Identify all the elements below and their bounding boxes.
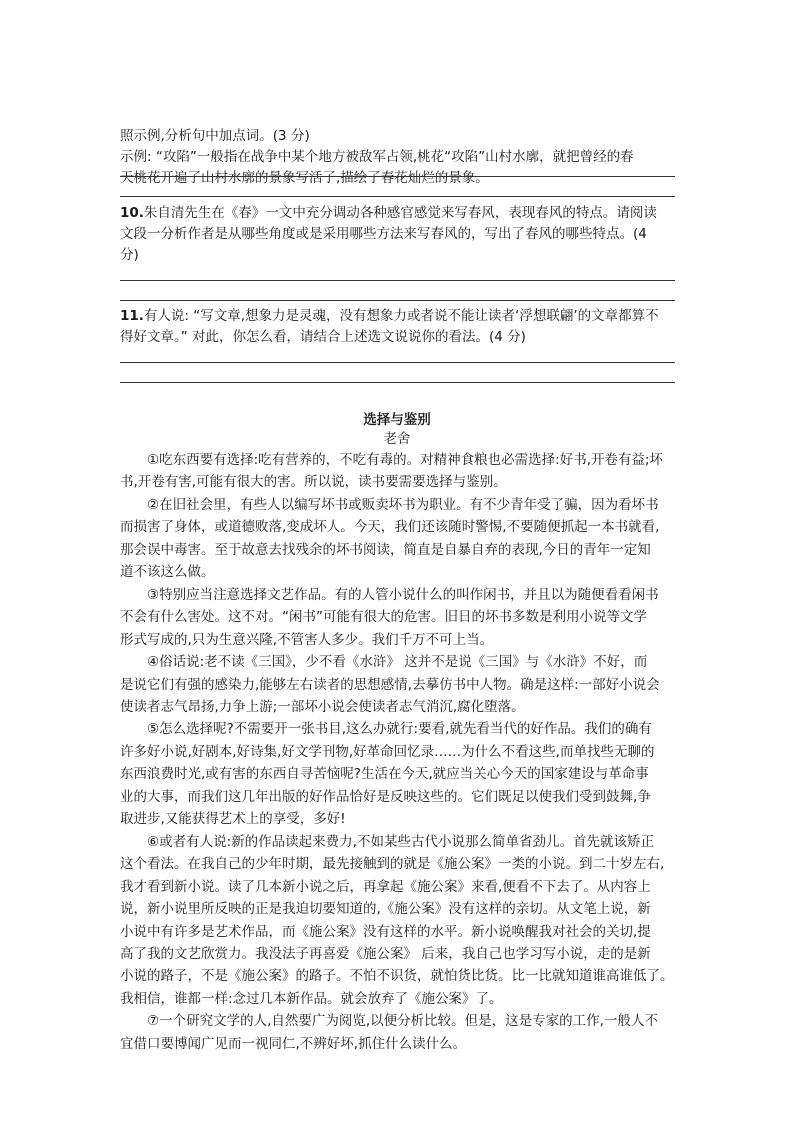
essay-line: 是说它们有强的感染力,能够左右读者的思想感情,去摹仿书中人物。确是这样:一部好小说会 — [120, 676, 660, 693]
essay-body — [120, 449, 675, 1055]
essay-line: 小说的路子，不是《施公案》的路子。不怕不识货，就怕货比货。比一比就知道谁高谁低了。 — [120, 968, 674, 985]
essay-author: 老舍 — [383, 431, 411, 447]
essay-line: ⑥或者有人说:新的作品读起来费力,不如某些古代小说那么简单省劲儿。首先就该矫正 — [147, 833, 654, 850]
question-9-line-2: 示例: “攻陷”一般指在战争中某个地方被敌军占领,桃花“攻陷”山村水廓，就把曾经的春 — [120, 149, 634, 165]
essay-line: ②在旧社会里，有些人以编写坏书或贩卖坏书为职业。有不少青年受了骗，因为看坏书 — [147, 496, 659, 513]
question-9-line-1: 照示例,分析句中加点词。(3 分) — [120, 128, 310, 144]
question-11-line-1: 11.有人说: “写文章,想象力是灵魂，没有想象力或者说不能让读者‘浮想联翩’的文章都算不 — [120, 308, 659, 324]
essay-line: 而损害了身体，或道德败落,变成坏人。今天，我们还该随时警惕,不要随便抓起一本书就看, — [120, 519, 660, 536]
answer-line — [120, 196, 675, 197]
essay-line: 道不该这么做。 — [120, 564, 215, 581]
essay-line: 东西浪费时光,或有害的东西自寻苦恼呢?生活在今天,就应当关心今天的国家建设与革命事 — [120, 766, 649, 783]
essay-line: 小说中有许多是艺术作品，而《施公案》没有这样的水平。新小说唤醒我对社会的关切,提 — [120, 923, 651, 940]
essay-line: 业的大事，而我们这几年出版的好作品恰好是反映这些的。它们既足以使我们受到鼓舞,争 — [120, 788, 651, 805]
essay-line: 取进步,又能获得艺术上的享受，多好! — [120, 811, 346, 828]
question-10-line-2: 文段一分析作者是从哪些角度或是采用哪些方法来写春风的，写出了春风的哪些特点。(4 — [120, 226, 647, 242]
essay-line: ③特别应当注意选择文艺作品。有的人管小说什么的叫作闲书，并且以为随便看看闲书 — [147, 586, 659, 603]
question-11 — [120, 306, 675, 348]
answer-line — [120, 280, 675, 281]
answer-line — [120, 382, 675, 383]
essay-line: ①吃东西要有选择:吃有营养的，不吃有毒的。对精神食粮也必需选择:好书,开卷有益;坏 — [147, 452, 664, 468]
essay-line: ⑦一个研究文学的人,自然要广为阅览,以便分析比较。但是，这是专家的工作,一般人不 — [147, 1013, 658, 1030]
essay-line: 许多好小说,好剧本,好诗集,好文学刊物,好革命回忆录……为什么不看这些,而单找些无聊的 — [120, 743, 655, 760]
essay-line: 形式写成的,只为生意兴隆,不管害人多少。我们千万不可上当。 — [120, 631, 494, 648]
question-10-line-3: 分) — [120, 247, 139, 263]
answer-line — [120, 362, 675, 363]
question-11-line-2: 得好文章。” 对此，你怎么看，请结合上述选文说说你的看法。(4 分) — [120, 329, 526, 345]
question-10 — [120, 203, 675, 266]
essay-line: 书,开卷有害,可能有很大的害。所以说，读书要需要选择与鉴别。 — [120, 474, 507, 491]
essay-line: 我相信，谁都一样:念过几本新作品。就会放弃了《施公案》了。 — [120, 990, 503, 1007]
question-9-line-3: 天桃花开遍了山村水廓的景象写活了,描绘了春花灿烂的景象。 — [120, 170, 489, 186]
essay-line: 我才看到新小说。读了几本新小说之后，再拿起《施公案》来看,便看不下去了。从内容上 — [120, 878, 651, 895]
essay-title: 选择与鉴别 — [363, 412, 431, 428]
essay-line: 不会有什么害处。这不对。“闲书”可能有很大的危害。旧日的坏书多数是利用小说等文学 — [120, 609, 647, 626]
answer-line — [120, 176, 675, 177]
question-10-number: 10. — [120, 205, 144, 221]
question-11-number: 11. — [120, 308, 144, 324]
question-9 — [120, 126, 675, 189]
essay-line: 说，新小说里所反映的正是我迫切要知道的,《施公案》没有这样的亲切。从文笔上说，新 — [120, 901, 651, 918]
essay-line: ⑤怎么选择呢?不需要开一张书目,这么办就行:要看,就先看当代的好作品。我们的确有 — [147, 721, 652, 738]
essay-line: 宜借口要博闻广见而一视同仁,不辨好坏,抓住什么读什么。 — [120, 1035, 467, 1052]
answer-line — [120, 300, 675, 301]
question-10-line-1: 10.朱自清先生在《春》一文中充分调动各种感官感觉来写春风，表现春风的特点。请阅读 — [120, 205, 657, 221]
essay-line: 那会误中毒害。至于故意去找残余的坏书阅读，简直是自暴自弃的表现,今日的青年一定知 — [120, 541, 651, 558]
essay-line: 这个看法。在我自己的少年时期，最先接触到的就是《施公案》一类的小说。到二十岁左右, — [120, 856, 665, 873]
essay-line: 使读者志气昂扬,力争上游;一部坏小说会使读者志气消沉,腐化堕落。 — [120, 698, 525, 715]
essay-line: 高了我的文艺欣赏力。我没法子再喜爱《施公案》 后来，我自己也学习写小说，走的是新 — [120, 945, 651, 962]
essay-line: ④俗话说:老不读《三国》，少不看《水浒》 这并不是说《三国》与《水浒》不好，而 — [147, 654, 648, 671]
